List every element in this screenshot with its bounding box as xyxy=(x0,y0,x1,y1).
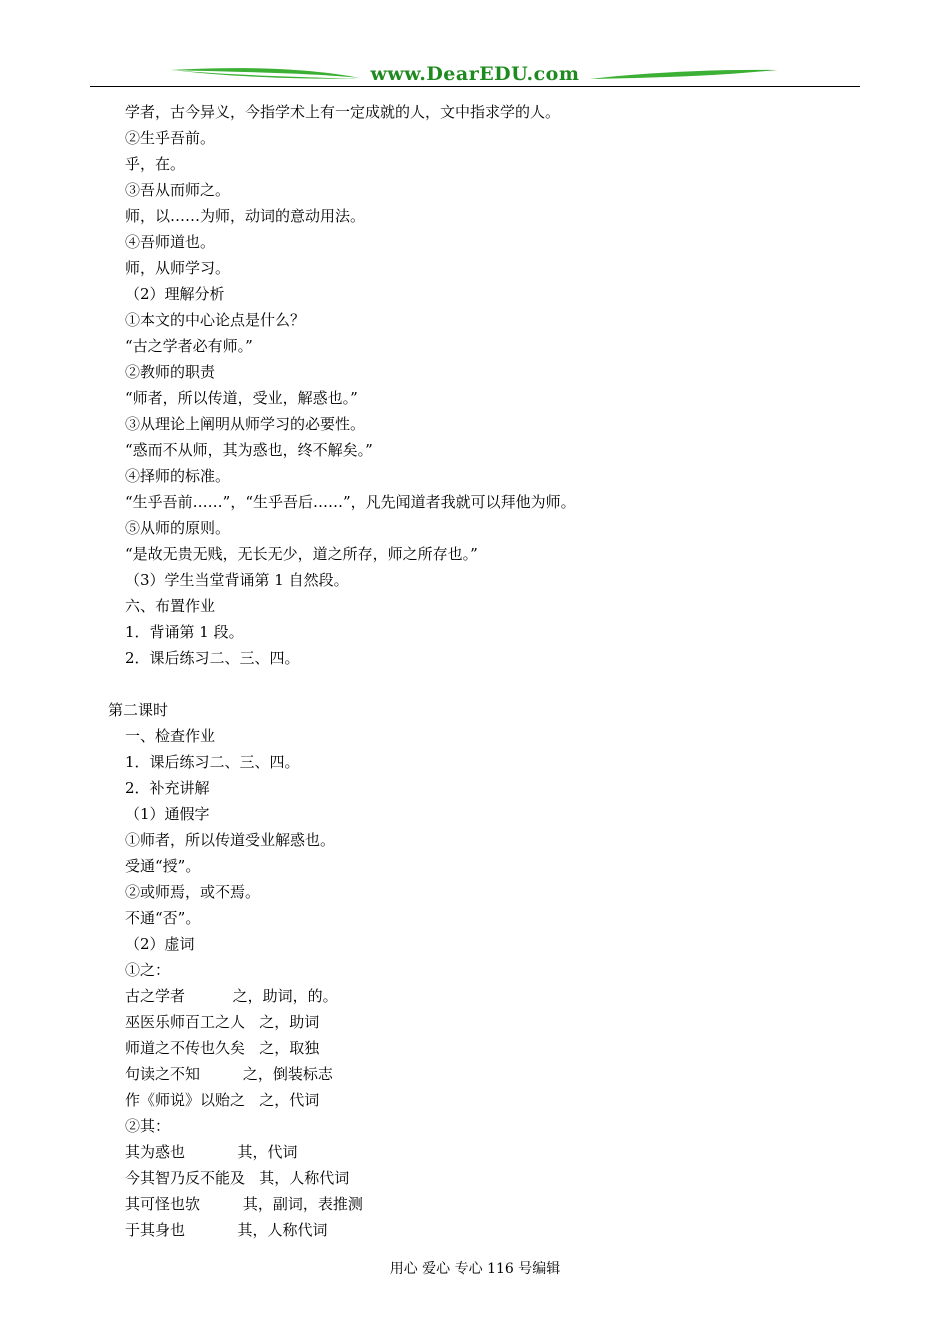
text-line: ④吾师道也。 xyxy=(125,233,216,251)
text-line: 师，从师学习。 xyxy=(125,259,231,277)
site-logo-text: www.DearEDU.com xyxy=(370,63,580,85)
text-line: ④择师的标准。 xyxy=(125,467,231,485)
text-line: 六、布置作业 xyxy=(125,597,216,615)
text-line: 2．课后练习二、三、四。 xyxy=(125,649,300,667)
text-line: （1）通假字 xyxy=(125,805,210,823)
page-header xyxy=(90,60,860,90)
text-line: ①师者，所以传道受业解惑也。 xyxy=(125,831,336,849)
document-body xyxy=(108,99,868,1243)
text-line: 古之学者 之，助词，的。 xyxy=(125,987,338,1005)
text-line: ③从理论上阐明从师学习的必要性。 xyxy=(125,415,366,433)
text-line: “惑而不从师，其为惑也，终不解矣。” xyxy=(125,441,373,459)
text-line: 第二课时 xyxy=(108,701,169,719)
text-line: （3）学生当堂背诵第 1 自然段。 xyxy=(125,571,349,589)
text-line: 作《师说》以贻之 之，代词 xyxy=(125,1091,320,1109)
blank-line xyxy=(108,671,868,697)
text-line: “师者，所以传道，受业，解惑也。” xyxy=(125,389,358,407)
text-line: 其可怪也欤 其，副词，表推测 xyxy=(125,1195,363,1213)
text-line: ②教师的职责 xyxy=(125,363,216,381)
text-line: 今其智乃反不能及 其，人称代词 xyxy=(125,1169,350,1187)
text-line: “是故无贵无贱，无长无少，道之所存，师之所存也。” xyxy=(125,545,478,563)
text-line: ⑤从师的原则。 xyxy=(125,519,231,537)
text-line: ②或师焉，或不焉。 xyxy=(125,883,261,901)
header-rule xyxy=(90,86,860,87)
text-line: “古之学者必有师。” xyxy=(125,337,253,355)
page-footer: 用心 爱心 专心 116 号编辑 xyxy=(389,1261,561,1277)
text-line: 2．补充讲解 xyxy=(125,779,210,797)
text-line: ②其： xyxy=(125,1117,171,1135)
text-line: ①之： xyxy=(125,961,171,979)
text-line: 于其身也 其，人称代词 xyxy=(125,1221,328,1239)
text-line: 句读之不知 之，倒装标志 xyxy=(125,1065,333,1083)
text-line: 一、检查作业 xyxy=(125,727,216,745)
text-line: “生乎吾前……”，“生乎吾后……”，凡先闻道者我就可以拜他为师。 xyxy=(125,493,576,511)
text-line: 1．背诵第 1 段。 xyxy=(125,623,244,641)
text-line: （2）理解分析 xyxy=(125,285,225,303)
text-line: 其为惑也 其，代词 xyxy=(125,1143,298,1161)
text-line: 师，以……为师，动词的意动用法。 xyxy=(125,207,366,225)
text-line: 乎，在。 xyxy=(125,155,186,173)
text-line: ②生乎吾前。 xyxy=(125,129,216,147)
text-line: 1．课后练习二、三、四。 xyxy=(125,753,300,771)
text-line: 学者，古今异义，今指学术上有一定成就的人，文中指求学的人。 xyxy=(125,103,561,121)
text-line: 师道之不传也久矣 之，取独 xyxy=(125,1039,320,1057)
text-line: （2）虚词 xyxy=(125,935,195,953)
text-line: 受通“授”。 xyxy=(125,857,201,875)
text-line: ③吾从而师之。 xyxy=(125,181,231,199)
text-line: 不通“否”。 xyxy=(125,909,201,927)
text-line: ①本文的中心论点是什么？ xyxy=(125,311,306,329)
text-line: 巫医乐师百工之人 之，助词 xyxy=(125,1013,320,1031)
